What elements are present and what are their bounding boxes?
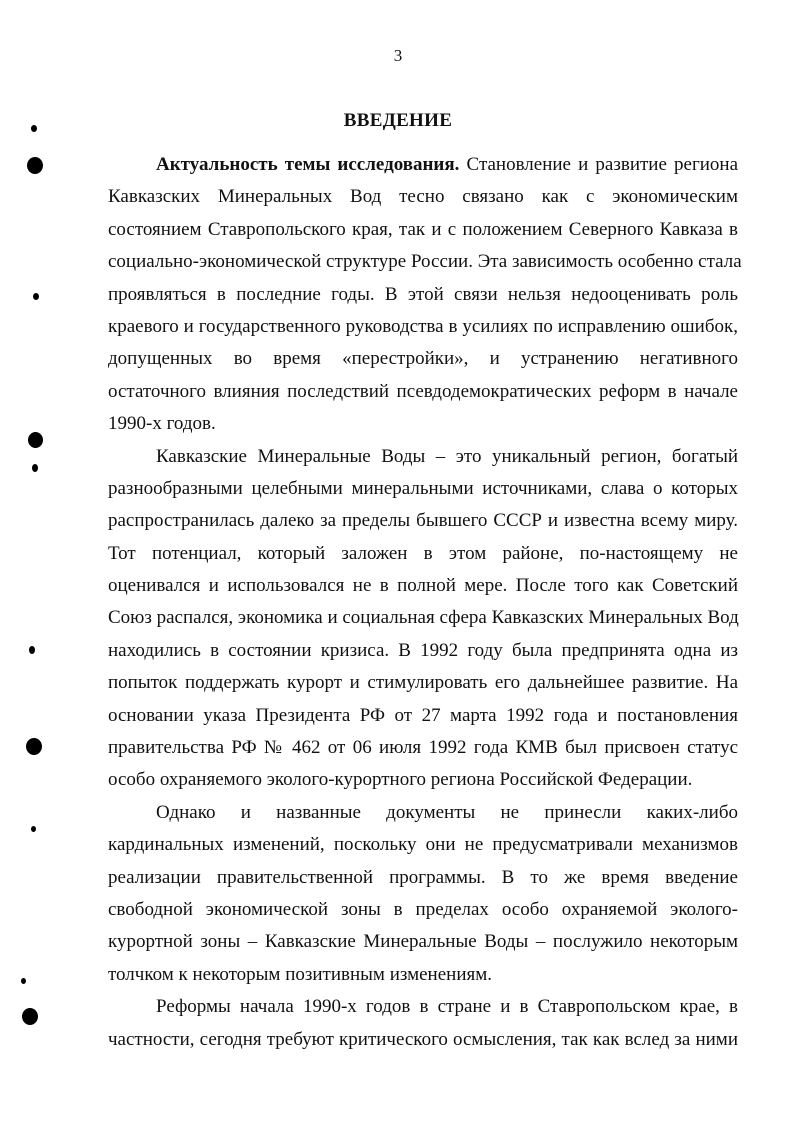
text-line: допущенных во время «перестройки», и устранению негативного	[108, 348, 738, 370]
text-line: Тот потенциал, который заложен в этом районе, по-настоящему не	[108, 542, 738, 564]
text-line: кардинальных изменений, поскольку они не предусматривали механизмов	[108, 834, 738, 856]
text-line: проявляться в последние годы. В этой связи нельзя недооценивать роль	[108, 283, 738, 305]
text-line: социально-экономической структуре России. Эта зависимость особенно стала	[108, 251, 742, 273]
text-line: оценивался и использовался не в полной мере. После того как Советский	[108, 575, 738, 597]
text-line: курортной зоны – Кавказские Минеральные Воды – послужило некоторым	[108, 931, 738, 953]
text-line: 1990-х годов.	[108, 413, 216, 435]
paragraph	[108, 991, 738, 1056]
paragraph-lead: Актуальность темы исследования.	[156, 154, 460, 175]
text-line: частности, сегодня требуют критического осмысления, так как вслед за ними	[108, 1028, 738, 1050]
text-line: Реформы начала 1990-х годов в стране и в Ставропольском крае, в	[156, 996, 738, 1018]
text-line: разнообразными целебными минеральными источниками, слава о которых	[108, 477, 738, 499]
text-line: Кавказских Минеральных Вод тесно связано как с экономическим	[108, 186, 738, 208]
text-line: основании указа Президента РФ от 27 марта 1992 года и постановления	[108, 704, 738, 726]
text-line: остаточного влияния последствий псевдодемократических реформ в начале	[108, 380, 738, 402]
text-line: реализации правительственной программы. В то же время введение	[108, 866, 738, 888]
text-line: правительства РФ № 462 от 06 июля 1992 года КМВ был присвоен статус	[108, 737, 738, 759]
body-text	[108, 149, 742, 1056]
paragraph	[108, 797, 738, 991]
section-heading: ВВЕДЕНИЕ	[343, 110, 453, 131]
punch-hole-mark	[27, 157, 43, 174]
punch-hole-mark	[22, 1008, 38, 1025]
text-line: состоянием Ставропольского края, так и с положением Северного Кавказа в	[108, 218, 738, 240]
scan-speck	[32, 464, 38, 472]
text-line: Однако и названные документы не принесли каких-либо	[156, 801, 738, 823]
text-line: попыток поддержать курорт и стимулировать его дальнейшее развитие. На	[108, 672, 738, 694]
text-line: особо охраняемого эколого-курортного региона Российской Федерации.	[108, 769, 693, 791]
scan-speck	[31, 125, 37, 132]
page-number: 3	[393, 46, 403, 65]
text-line: находились в состоянии кризиса. В 1992 году была предпринята одна из	[108, 639, 738, 661]
paragraph	[108, 441, 738, 797]
punch-hole-mark	[26, 738, 42, 755]
scan-speck	[33, 293, 39, 300]
text-line: Союз распался, экономика и социальная сфера Кавказских Минеральных Вод	[108, 607, 739, 629]
scan-speck	[21, 978, 26, 984]
text-line: Кавказские Минеральные Воды – это уникальный регион, богатый	[156, 445, 738, 467]
text-line: толчком к некоторым позитивным изменениям.	[108, 963, 493, 985]
punch-hole-mark	[28, 432, 43, 448]
scan-speck	[31, 826, 36, 832]
text-line: распространилась далеко за пределы бывшего СССР и известна всему миру.	[108, 510, 738, 532]
scan-speck	[29, 646, 35, 654]
text-line: краевого и государственного руководства в усилиях по исправлению ошибок,	[108, 315, 738, 337]
paragraph	[108, 149, 742, 441]
text-line: Актуальность темы исследования. Становление и развитие региона	[156, 154, 739, 175]
text-line: свободной экономической зоны в пределах особо охраняемой эколого-	[108, 898, 738, 920]
